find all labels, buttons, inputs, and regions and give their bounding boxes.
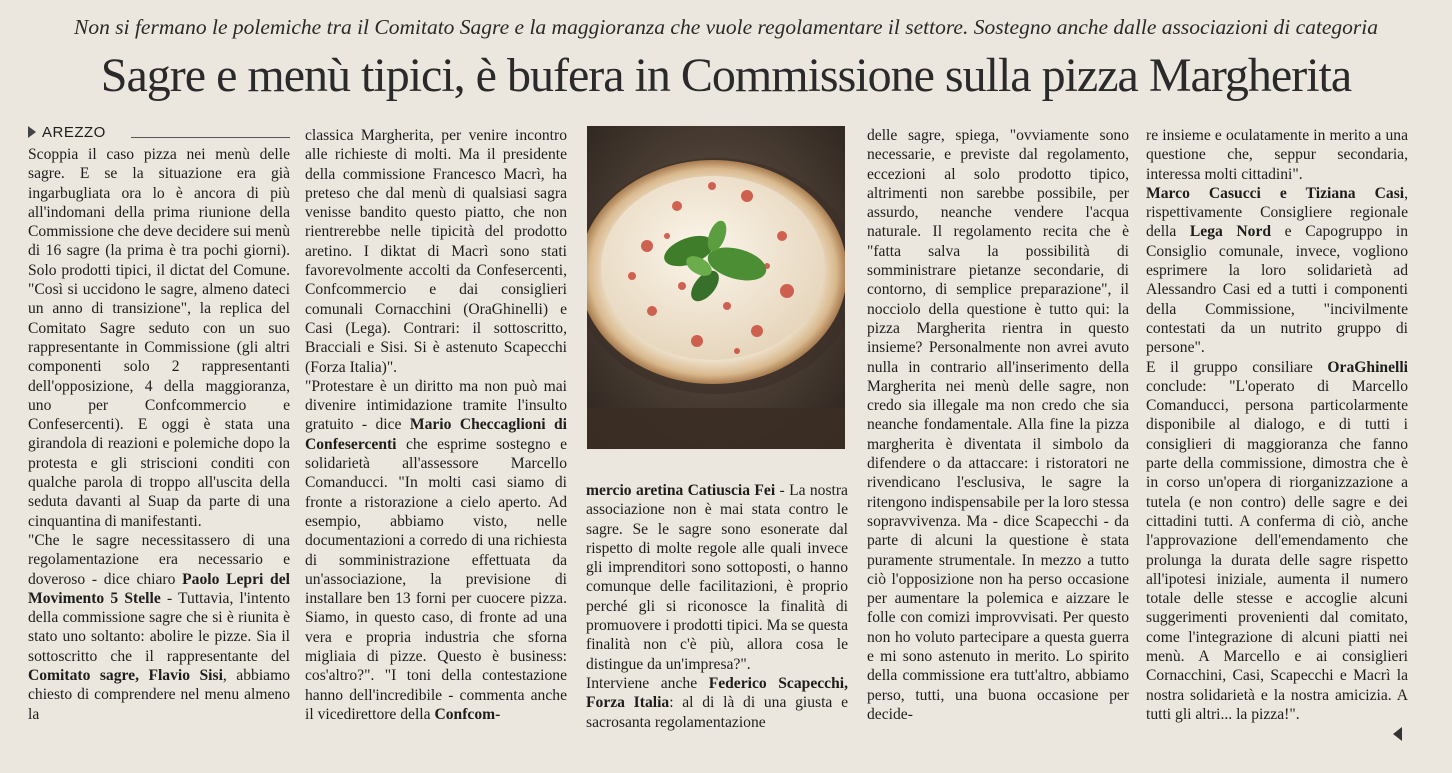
- speaker-name: Federico Scapecchi, Forza Italia: [586, 674, 848, 712]
- column-1: [28, 145, 290, 724]
- pizza-margherita-icon: [587, 126, 845, 449]
- party-name: Lega Nord: [1189, 223, 1272, 241]
- paragraph: delle sagre, spiega, "ovviamente sono necessarie, e previste dal regolamento, eccezioni al solo prodotto tipico, altrimenti non sarebbe possibile, per assurdo, neanche vendere l'acqua naturale. Il regolamento recita che è "fatta salva la possibilità di somministrare pietanze secondarie, di contorno, di semplice preparazione", il nocciolo della questione è tutto qui: la pizza Margherita rientra in questo insieme? Personalmente non avrei avuto nulla in contrario all'inserimento della Margherita nei menù delle sagre, non credo sia illegale ma non credo che sia neanche fondamentale. Alla fine la pizza margherita è diventata il simbolo da difendere o da attaccare: i ristoratori ne rivendicano l'esclusiva, le sagre la ritengono indispensabile per la loro stessa sopravvivenza. Ma - dice Scapecchi - da parte di alcuni la questione è stata puramente strumentale. In mezzo a tutto ciò l'opposizione non ha perso occasione per aumentare la polemica e aizzare le folle con comizi improvvisati. Per questo non ho voluto partecipare a questa guerra e mi sono astenuto in merito. Lo spirito della commissione era tutt'altro, abbiamo perso, tutti, una buona occasione per decide-: [867, 127, 1129, 723]
- speaker-name: Confcom-: [434, 705, 501, 723]
- dateline-arrow-icon: [28, 126, 36, 138]
- speaker-name: mercio aretina Catiuscia Fei: [586, 482, 776, 499]
- text-run: conclude: "L'operato di Marcello Comanducci, persona particolarmente disponibile al dialogo, e di tutti i consiglieri di maggioranza che fanno parte della commissione, dimostra che è in corso un'opera di riorganizzazione a tutela (e non contro) delle sagre e dei cittadini tutti. A conferma di ciò, anche l'approvazione dell'emendamento che prolunga la durata delle sagre rispetto all'ipotesi iniziale, aumenta il numero totale delle stesse e accoglie alcuni suggerimenti provenienti dal comitato, come l'integrazione di alcuni piatti nei menù. A Marcello e ai consiglieri Cornacchini, Casi, Scapecchi e Macrì la nostra solidarietà e la nostra amicizia. A tutti gli altri... la pizza!".: [1146, 377, 1408, 723]
- speaker-name: Comitato sagre, Flavio Sisi: [28, 667, 223, 685]
- dateline-city: AREZZO: [42, 124, 106, 141]
- speaker-name: Paolo Lepri del Movimento 5 Stelle: [28, 570, 290, 607]
- dateline: [28, 124, 290, 146]
- text-run: : al di là di una giusta e sacrosanta regolamentazione: [586, 694, 848, 731]
- column-4: [867, 126, 1129, 724]
- paragraph: [1146, 184, 1408, 358]
- text-run: , abbiamo chiesto di comprendere nel menu almeno la: [28, 667, 290, 723]
- column-3: [586, 481, 848, 732]
- text-run: che esprime sostegno e solidarietà all'assessore Marcello Comanducci. "In molti casi siamo di fronte a ristorazione a cielo aperto. Ad esempio, abbiamo visto, nelle documentazioni a corredo di una richiesta di somministrazione effettuata da un'associazione, la previsione di installare ben 13 forni per cuocere pizza. Siamo, in questo caso, di fronte ad una vera e propria industria che sforna migliaia di pizze. Questo è business: cos'altro?". "I toni della contestazione hanno dell'incredibile - commenta anche il vicedirettore della: [305, 435, 567, 723]
- text-run: "Che le sagre necessitassero di una regolamentazione era necessario e doveroso - dice chiaro: [28, 531, 290, 588]
- text-run: Interviene anche: [586, 674, 709, 692]
- paragraph: classica Margherita, per venire incontro alle richieste di molti. Ma il presidente della commissione Francesco Macrì, ha preteso che dal menù di qualsiasi sagra venisse bandito questo piatto, che non rientrerebbe nelle tipicità del prodotto aretino. I diktat di Macrì sono stati favorevolmente accolti da Confesercenti, Confcommercio e dai consiglieri comunali Cornacchini (OraGhinelli) e Casi (Lega). Contrari: il sottoscritto, Bracciali e Sisi. Si è astenuto Scapecchi (Forza Italia)".: [305, 127, 567, 376]
- text-run: - Tuttavia, l'intento della commissione sagre che si è riunita è stato uno soltanto: abolire le pizze. Sia il sottoscritto che il rappresentante del: [28, 589, 290, 665]
- text-run: "Protestare è un diritto ma non può mai divenire intimidazione tramite l'insulto gratuito - dice: [305, 377, 567, 434]
- text-run: e Capogruppo in Consiglio comunale, invece, vogliono esprimere la loro solidarietà ad Alessandro Casi ed a tutti i componenti della Commissione, "incivilmente contestati da un nutrito gruppo di persone".: [1146, 223, 1409, 357]
- article-headline: Sagre e menù tipici, è bufera in Commissione sulla pizza Margherita: [100, 49, 1352, 102]
- pizza-photo: [587, 126, 845, 449]
- paragraph: [586, 674, 848, 732]
- text-run: E il gruppo consiliare: [1146, 358, 1328, 376]
- text-run: - La nostra associazione non è mai stata contro le sagre. Se le sagre sono esonerate dal rispetto di molte regole alle quali invece gli imprenditori sono sottoposti, o hanno comunque delle facilitazioni, è proprio perché gli si riconosce la finalità di promuovere i prodotti tipici. Ma se questa finalità non c'è più, allora cosa le distingue da un'impresa?".: [586, 482, 849, 673]
- speaker-name: Marco Casucci e Tiziana Casi: [1146, 184, 1405, 202]
- paragraph: [1146, 358, 1408, 725]
- paragraph: [305, 377, 567, 724]
- text-run: , rispettivamente Consigliere regionale della: [1146, 184, 1408, 241]
- column-5: [1146, 126, 1408, 724]
- paragraph: [586, 481, 848, 674]
- party-name: OraGhinelli: [1327, 358, 1408, 376]
- paragraph: Scoppia il caso pizza nei menù delle sagre. E se la situazione era già ingarbugliata ora lo è ancora di più all'indomani della prima riunione della Commissione che deve decidere sui menù di 16 sagre (la prima è tra pochi giorni). Solo prodotti tipici, il dictat del Comune. "Così si uccidono le sagre, almeno dateci un anno di transizione", la replica del Comitato Sagre seduto con un suo rappresentante in Commissione (gli altri componenti solo 2 rappresentanti dell'opposizione, 4 della maggioranza, uno per Confcommercio e Confesercenti). E oggi è stata una girandola di reazioni e polemiche dopo la protesta e gli striscioni conditi con qualche parola di troppo all'uscita della seduta davanti al Suap da parte di una cinquantina di manifestanti.: [28, 146, 290, 530]
- column-2: [305, 126, 567, 724]
- article-kicker: Non si fermano le polemiche tra il Comitato Sagre e la maggioranza che vuole regolamentare il settore. Sostegno anche dalle associazioni di categoria: [74, 15, 1378, 39]
- paragraph: re insieme e oculatamente in merito a una questione che, seppur secondaria, interessa molti cittadini".: [1146, 127, 1408, 183]
- dateline-rule: [131, 137, 290, 138]
- end-of-article-triangle-icon: [1393, 727, 1402, 741]
- speaker-name: Mario Checcaglioni di Confesercenti: [305, 416, 567, 453]
- paragraph: [28, 531, 290, 724]
